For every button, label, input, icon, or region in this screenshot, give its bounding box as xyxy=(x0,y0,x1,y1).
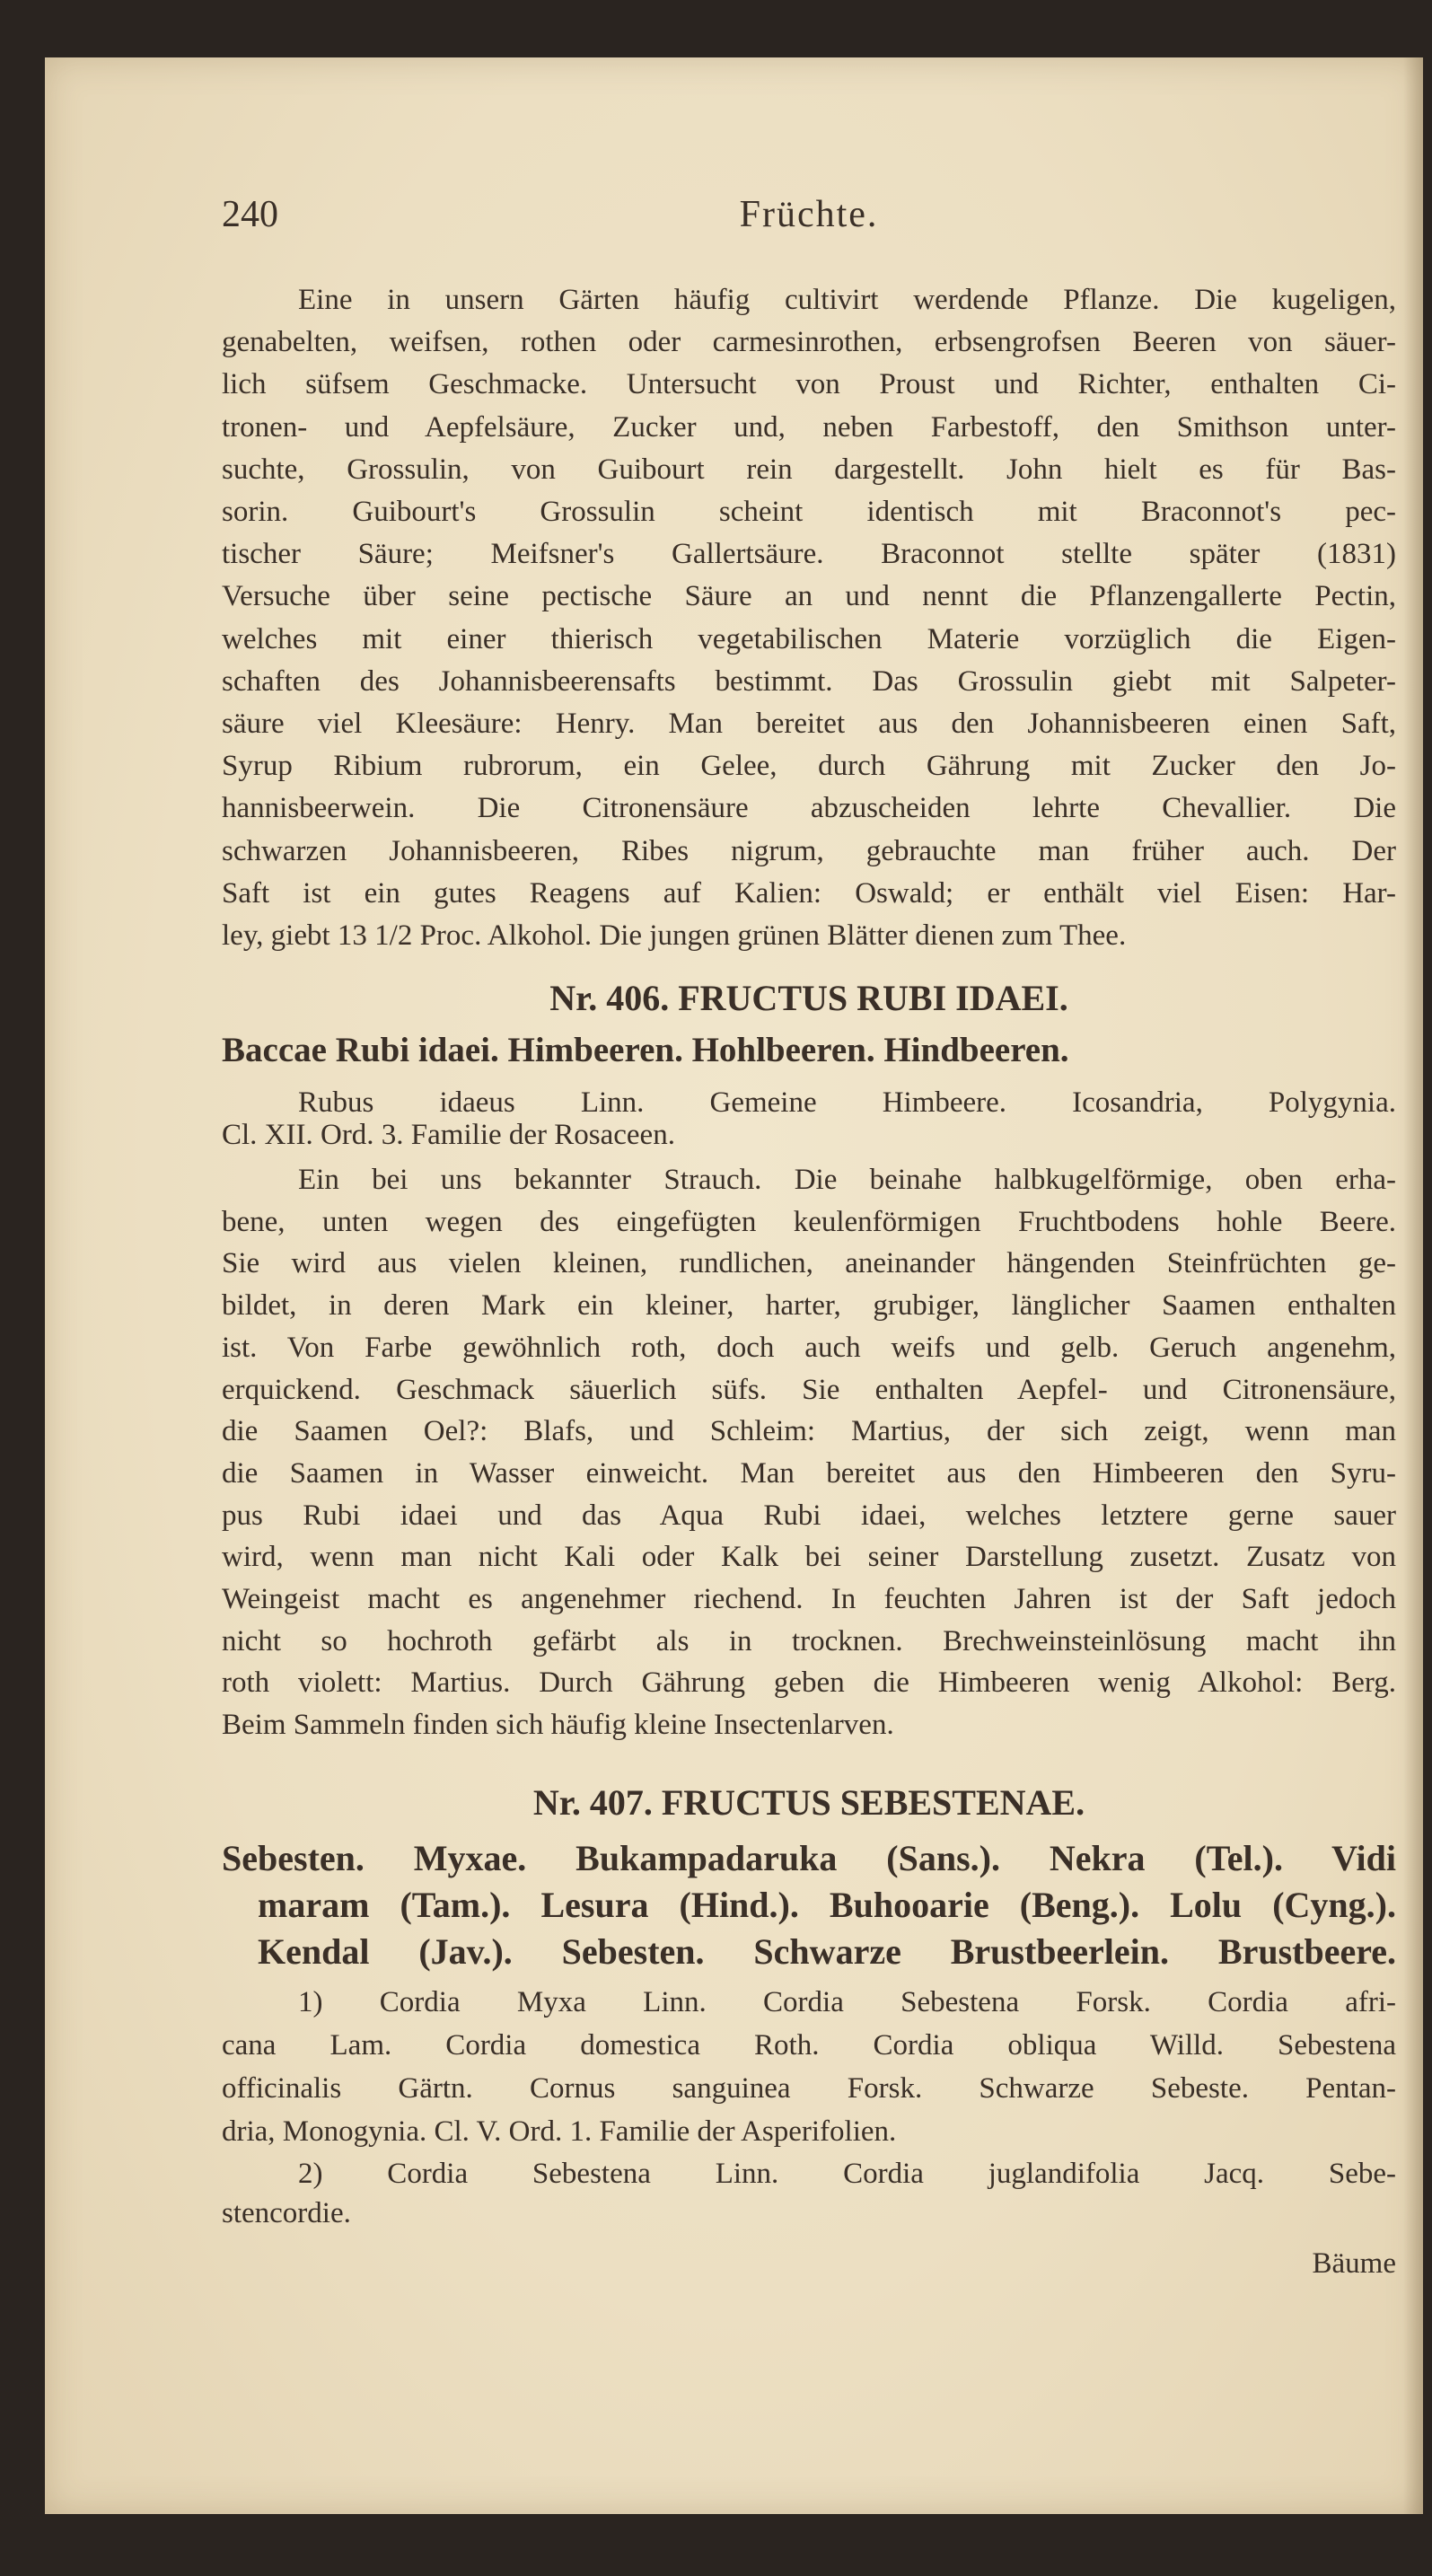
description-line: pus Rubi idaei und das Aqua Rubi idaei, welches letztere gerne sauer xyxy=(222,1499,1396,1532)
description-line: Beim Sammeln finden sich häufig kleine Insectenlarven. xyxy=(222,1709,894,1742)
paragraph-line: hannisbeerwein. Die Citronensäure abzuscheiden lehrte Chevallier. Die xyxy=(222,792,1396,825)
description-line: Sie wird aus vielen kleinen, rundlichen, aneinander hängenden Steinfrüchten ge- xyxy=(222,1247,1396,1280)
species-line: 2) Cordia Sebestena Linn. Cordia juglandifolia Jacq. Sebe- xyxy=(298,2158,1396,2190)
description-line: roth violett: Martius. Durch Gährung geben die Himbeeren wenig Alkohol: Berg. xyxy=(222,1666,1396,1700)
species-line: cana Lam. Cordia domestica Roth. Cordia obliqua Willd. Sebestena xyxy=(222,2029,1396,2062)
entry-names-406: Baccae Rubi idaei. Himbeeren. Hohlbeeren. Hindbeeren. xyxy=(222,1031,1069,1069)
synonym-line: Sebesten. Myxae. Bukampadaruka (Sans.). Nekra (Tel.). Vidi xyxy=(222,1838,1396,1878)
paragraph-line: schaften des Johannisbeerensafts bestimmt. Das Grossulin giebt mit Salpeter- xyxy=(222,664,1396,698)
species-line: stencordie. xyxy=(222,2197,351,2229)
entry-heading-407: Nr. 407. FRUCTUS SEBESTENAE. xyxy=(532,1782,1085,1823)
description-line: nicht so hochroth gefärbt als in trocknen. Brechweinsteinlösung macht ihn xyxy=(222,1624,1396,1657)
page-number: 240 xyxy=(222,194,278,235)
paragraph-line: säure viel Kleesäure: Henry. Man bereitet aus den Johannisbeeren einen Saft, xyxy=(222,708,1396,740)
paragraph-line: Saft ist ein gutes Reagens auf Kalien: Oswald; er enthält viel Eisen: Har- xyxy=(222,876,1396,910)
paragraph-line: ley, giebt 13 1/2 Proc. Alkohol. Die jungen grünen Blätter dienen zum Thee. xyxy=(222,919,1127,952)
paragraph-line: Syrup Ribium rubrorum, ein Gelee, durch Gährung mit Zucker den Jo- xyxy=(222,750,1396,783)
description-line: Ein bei uns bekannter Strauch. Die beinahe halbkugelförmige, oben erha- xyxy=(298,1164,1396,1196)
species-line: officinalis Gärtn. Cornus sanguinea Forsk. Schwarze Sebeste. Pentan- xyxy=(222,2072,1396,2105)
description-line: bene, unten wegen des eingefügten keulenförmigen Fruchtbodens hohle Beere. xyxy=(222,1205,1396,1238)
paragraph-line: tischer Säure; Meifsner's Gallertsäure. Braconnot stellte später (1831) xyxy=(222,538,1396,571)
description-line: die Saamen Oel?: Blafs, und Schleim: Martius, der sich zeigt, wenn man xyxy=(222,1415,1396,1448)
species-line: 1) Cordia Myxa Linn. Cordia Sebestena Forsk. Cordia afri- xyxy=(298,1986,1396,2018)
botany-line: Rubus idaeus Linn. Gemeine Himbeere. Icosandria, Polygynia. xyxy=(298,1086,1396,1119)
paragraph-line: genabelten, weifsen, rothen oder carmesinrothen, erbsengrofsen Beeren von säuer- xyxy=(222,326,1396,359)
paragraph-line: welches mit einer thierisch vegetabilischen Materie vorzüglich die Eigen- xyxy=(222,622,1396,655)
entry-heading-406: Nr. 406. FRUCTUS RUBI IDAEI. xyxy=(549,978,1068,1018)
description-line: Weingeist macht es angenehmer riechend. In feuchten Jahren ist der Saft jedoch xyxy=(222,1583,1396,1615)
synonym-line: maram (Tam.). Lesura (Hind.). Buhooarie (Beng.). Lolu (Cyng.). xyxy=(258,1885,1396,1925)
description-line: erquickend. Geschmack säuerlich süfs. Sie enthalten Aepfel- und Citronensäure, xyxy=(222,1373,1396,1406)
paragraph-line: Versuche über seine pectische Säure an und nennt die Pflanzengallerte Pectin, xyxy=(222,580,1396,613)
description-line: die Saamen in Wasser einweicht. Man bereitet aus den Himbeeren den Syru- xyxy=(222,1456,1396,1490)
description-line: wird, wenn man nicht Kali oder Kalk bei seiner Darstellung zusetzt. Zusatz von xyxy=(222,1541,1396,1574)
paragraph-line: Eine in unsern Gärten häufig cultivirt werdende Pflanze. Die kugeligen, xyxy=(298,284,1396,316)
paragraph-line: sorin. Guibourt's Grossulin scheint identisch mit Braconnot's pec- xyxy=(222,496,1396,528)
running-title: Früchte. xyxy=(739,194,879,235)
page-gutter-shadow xyxy=(1403,57,1423,2514)
paragraph-line: lich süfsem Geschmacke. Untersucht von Proust und Richter, enthalten Ci- xyxy=(222,368,1396,401)
synonym-line: Kendal (Jav.). Sebesten. Schwarze Brustbeerlein. Brustbeere. xyxy=(258,1931,1396,1972)
description-line: bildet, in deren Mark ein kleiner, harter, grubiger, länglicher Saamen enthalten xyxy=(222,1289,1396,1323)
catchword: Bäume xyxy=(1312,2247,1396,2280)
paragraph-line: tronen- und Aepfelsäure, Zucker und, neben Farbestoff, den Smithson unter- xyxy=(222,410,1396,444)
description-line: ist. Von Farbe gewöhnlich roth, doch auch weifs und gelb. Geruch angenehm, xyxy=(222,1331,1396,1364)
paragraph-line: suchte, Grossulin, von Guibourt rein dargestellt. John hielt es für Bas- xyxy=(222,453,1396,486)
botany-line: Cl. XII. Ord. 3. Familie der Rosaceen. xyxy=(222,1119,675,1151)
species-line: dria, Monogynia. Cl. V. Ord. 1. Familie der Asperifolien. xyxy=(222,2115,897,2148)
paragraph-line: schwarzen Johannisbeeren, Ribes nigrum, gebrauchte man früher auch. Der xyxy=(222,834,1396,867)
